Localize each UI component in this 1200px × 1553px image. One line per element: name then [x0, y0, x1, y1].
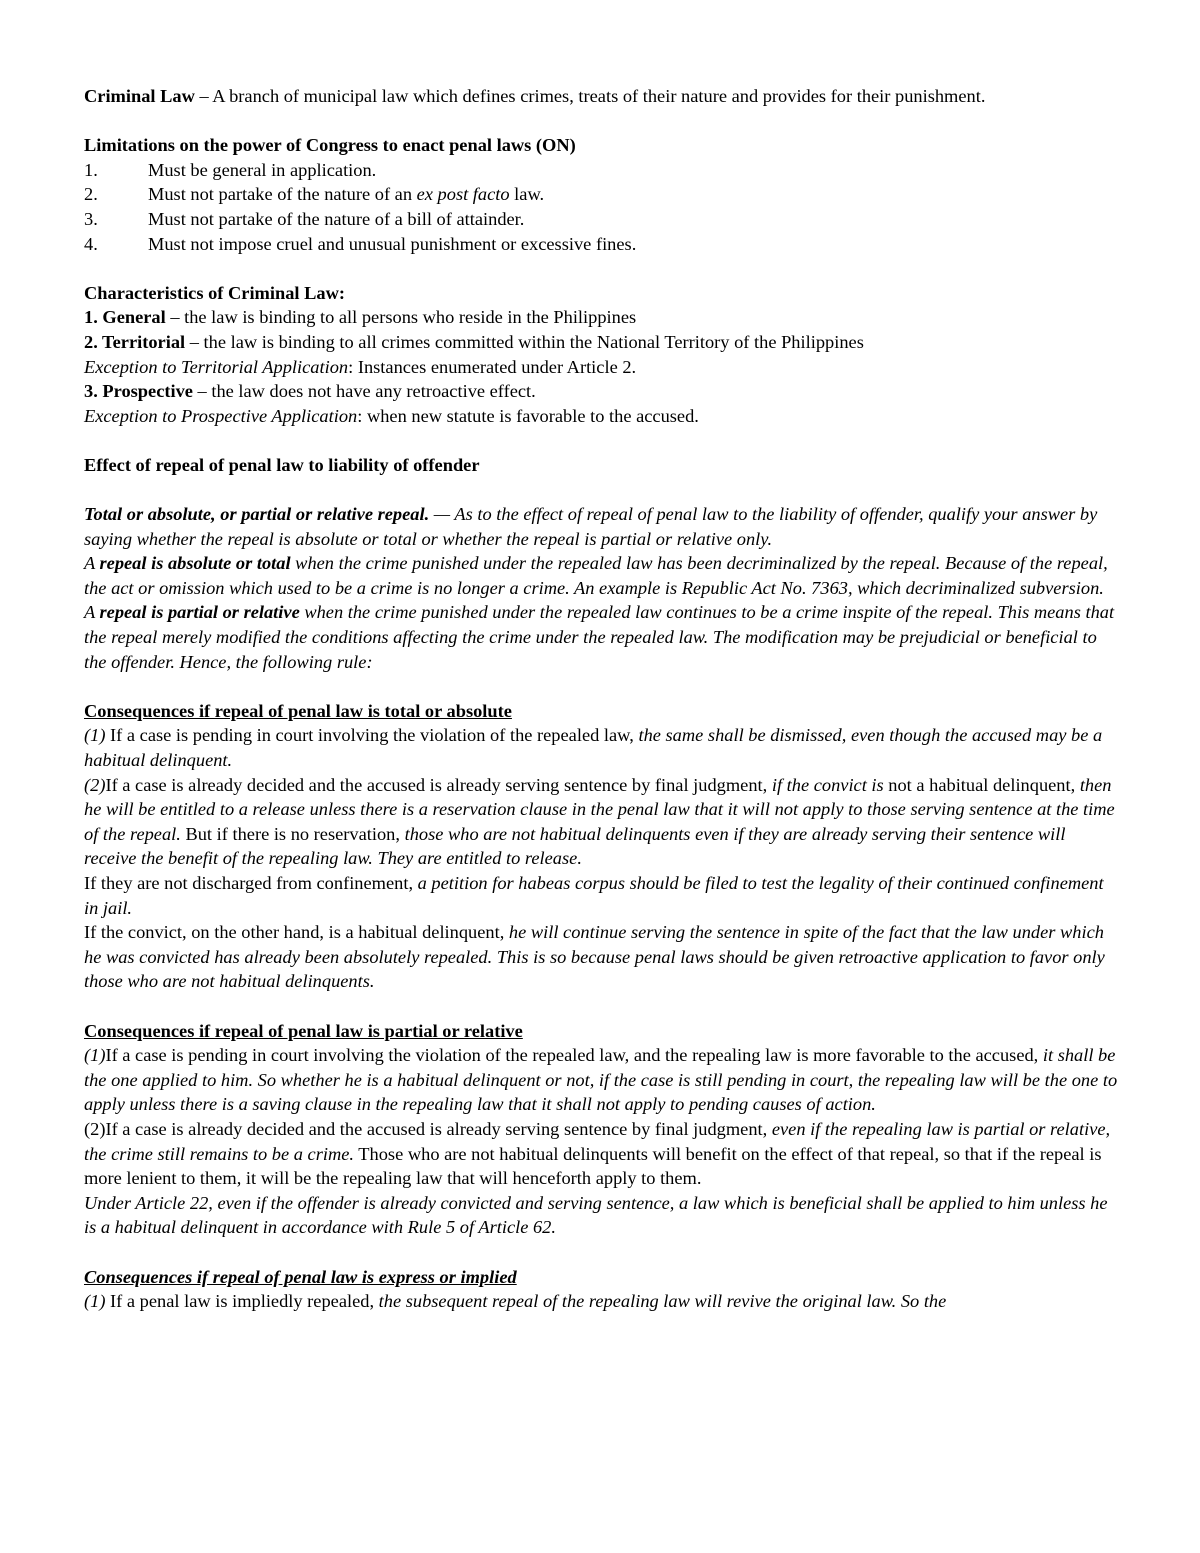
total-paragraph-1	[84, 723, 1120, 772]
relative-label: repeal is partial or relative	[99, 602, 300, 623]
partial-heading: Consequences if repeal of penal law is partial or relative	[84, 1020, 523, 1041]
prospective-exception-label: Exception to Prospective Application	[84, 405, 358, 426]
paragraph-emphasis: the subsequent repeal of the repealing law will revive the original law. So the	[378, 1291, 947, 1312]
paragraph-emphasis: if the convict is	[771, 774, 884, 795]
paragraph-emphasis: it shall be the one applied to him. So whether he is a habitual delinquent or not, if the case is still pending in court, the repealing law will be the one to apply unless there is a saving clause in the repealing law that it shall not apply to pending causes of action.	[84, 1045, 1118, 1115]
paragraph-text: If a case is pending in court involving the violation of the repealed law,	[105, 725, 639, 746]
spacer	[84, 1240, 1120, 1265]
prospective-label: 3. Prospective	[84, 381, 193, 402]
total-paragraph-2	[84, 773, 1120, 871]
spacer	[84, 674, 1120, 699]
partial-paragraph-3: Under Article 22, even if the offender is already convicted and serving sentence, a law which is beneficial shall be applied to him unless he is a habitual delinquent in accordance with Rule 5 of Article 62.	[84, 1192, 1108, 1238]
item-text: Must be general in application.	[148, 159, 377, 180]
general-text: – the law is binding to all persons who reside in the Philippines	[165, 307, 637, 328]
territorial-label: 2. Territorial	[84, 331, 186, 352]
paragraph-number: (1)	[84, 1291, 106, 1312]
total-paragraph-4	[84, 920, 1120, 994]
paragraph-number: (2)	[84, 774, 106, 795]
territorial-text: – the law is binding to all crimes committed within the National Territory of the Philippines	[185, 331, 864, 352]
territorial-exception-label: Exception to Territorial Application	[84, 356, 349, 377]
item-number: 2.	[84, 184, 98, 205]
item-text-post: law.	[509, 184, 545, 205]
total-paragraph-3	[84, 871, 1120, 920]
absolute-text: when the crime punished under the repealed law has been decriminalized by the repeal. Because of the repeal, the act or omission which used to be a crime is no longer a crime. An example is Republic Act No. 7363, which decriminalized subversion.	[84, 553, 1108, 598]
characteristic-territorial	[84, 330, 1120, 355]
limitations-item	[84, 158, 1120, 183]
total-partial-text: — As to the effect of repeal of penal law to the liability of offender, qualify your answer by saying whether the repeal is absolute or total or whether the repeal is partial or relative only.	[84, 504, 1098, 549]
relative-paragraph	[84, 600, 1120, 674]
paragraph-text: If they are not discharged from confinement,	[84, 873, 418, 893]
paragraph-text: If a penal law is impliedly repealed,	[105, 1291, 379, 1312]
limitations-item	[84, 182, 1120, 207]
paragraph-emphasis: even if the repealing law is partial or relative, the crime still remains to be a crime.	[84, 1118, 1111, 1164]
prospective-text: – the law does not have any retroactive effect.	[192, 381, 536, 402]
paragraph-text: If a case is already decided and the accused is already serving sentence by final judgment,	[105, 774, 772, 795]
item-text: Must not partake of the nature of a bill of attainder.	[148, 208, 525, 229]
paragraph-text: But if there is no reservation,	[180, 823, 405, 844]
item-number: 3.	[84, 208, 98, 229]
total-partial-paragraph	[84, 502, 1120, 551]
limitations-item	[84, 207, 1120, 232]
total-heading: Consequences if repeal of penal law is total or absolute	[84, 700, 512, 721]
partial-paragraph-2	[84, 1117, 1120, 1191]
paragraph-text: (2)If a case is already decided and the accused is already serving sentence by final judgment,	[84, 1118, 772, 1139]
absolute-pre: A	[84, 553, 100, 574]
relative-pre: A	[84, 602, 100, 623]
effect-heading: Effect of repeal of penal law to liability of offender	[84, 454, 480, 475]
item-number: 4.	[84, 233, 98, 254]
item-text	[148, 182, 544, 207]
paragraph-number: (1)	[84, 1045, 106, 1066]
item-number: 1.	[84, 159, 98, 180]
paragraph-emphasis: he will continue serving the sentence in spite of the fact that the law under which he was convicted has already been absolutely repealed. This is so because penal laws should be given retroactive application to favor only those who are not habitual delinquents.	[84, 922, 1105, 992]
characteristic-prospective	[84, 379, 1120, 404]
limitations-item	[84, 232, 1120, 257]
paragraph-text: Those who are not habitual delinquents will benefit on the effect of that repeal, so that if the repeal is more lenient to them, it will be the repealing law that will henceforth apply to them.	[84, 1143, 1102, 1189]
intro-definition: – A branch of municipal law which defines crimes, treats of their nature and provides for their punishment.	[194, 86, 986, 106]
paragraph-text: If a case is pending in court involving the violation of the repealed law, and the repealing law is more favorable to the accused,	[105, 1045, 1043, 1066]
item-text: Must not impose cruel and unusual punishment or excessive fines.	[148, 233, 637, 254]
characteristic-general	[84, 305, 1120, 330]
territorial-exception	[84, 355, 1120, 380]
absolute-paragraph	[84, 551, 1120, 600]
paragraph-number: (1)	[84, 725, 106, 746]
spacer	[84, 256, 1120, 281]
spacer	[84, 994, 1120, 1019]
spacer	[84, 109, 1120, 134]
total-partial-label: Total or absolute, or partial or relative repeal.	[84, 504, 430, 525]
partial-paragraph-1	[84, 1043, 1120, 1117]
absolute-label: repeal is absolute or total	[99, 553, 291, 574]
characteristics-heading: Characteristics of Criminal Law:	[84, 282, 345, 303]
intro-term: Criminal Law	[84, 86, 195, 106]
relative-text: when the crime punished under the repealed law continues to be a crime inspite of the repeal. This means that the repeal merely modified the conditions affecting the crime under the repealed law. The modification may be prejudicial or beneficial to the offender. Hence, the following rule:	[84, 602, 1115, 672]
spacer	[84, 428, 1120, 453]
paragraph-emphasis: those who are not habitual delinquents even if they are already serving their sentence will receive the benefit of the repealing law. They are entitled to release.	[84, 823, 1066, 869]
limitations-heading: Limitations on the power of Congress to enact penal laws (ON)	[84, 135, 576, 156]
spacer	[84, 478, 1120, 503]
express-paragraph-1	[84, 1289, 1120, 1314]
item-text-pre: Must not partake of the nature of an	[148, 184, 417, 205]
paragraph-emphasis: a petition for habeas corpus should be filed to test the legality of their continued confinement in jail.	[84, 873, 1104, 918]
territorial-exception-text: : Instances enumerated under Article 2.	[348, 356, 637, 377]
paragraph-text: If the convict, on the other hand, is a habitual delinquent,	[84, 922, 509, 943]
prospective-exception	[84, 404, 1120, 429]
intro-paragraph	[84, 84, 1120, 109]
paragraph-emphasis: the same shall be dismissed, even though the accused may be a habitual delinquent.	[84, 725, 1103, 771]
item-text-em: ex post facto	[416, 184, 510, 205]
express-heading: Consequences if repeal of penal law is express or implied	[84, 1266, 517, 1287]
paragraph-text: not a habitual delinquent,	[883, 774, 1080, 795]
paragraph-emphasis: then he will be entitled to a release unless there is a reservation clause in the penal law that it will not apply to those serving sentence at the time of the repeal.	[84, 774, 1115, 844]
prospective-exception-text: : when new statute is favorable to the accused.	[357, 405, 699, 426]
general-label: 1. General	[84, 307, 166, 328]
